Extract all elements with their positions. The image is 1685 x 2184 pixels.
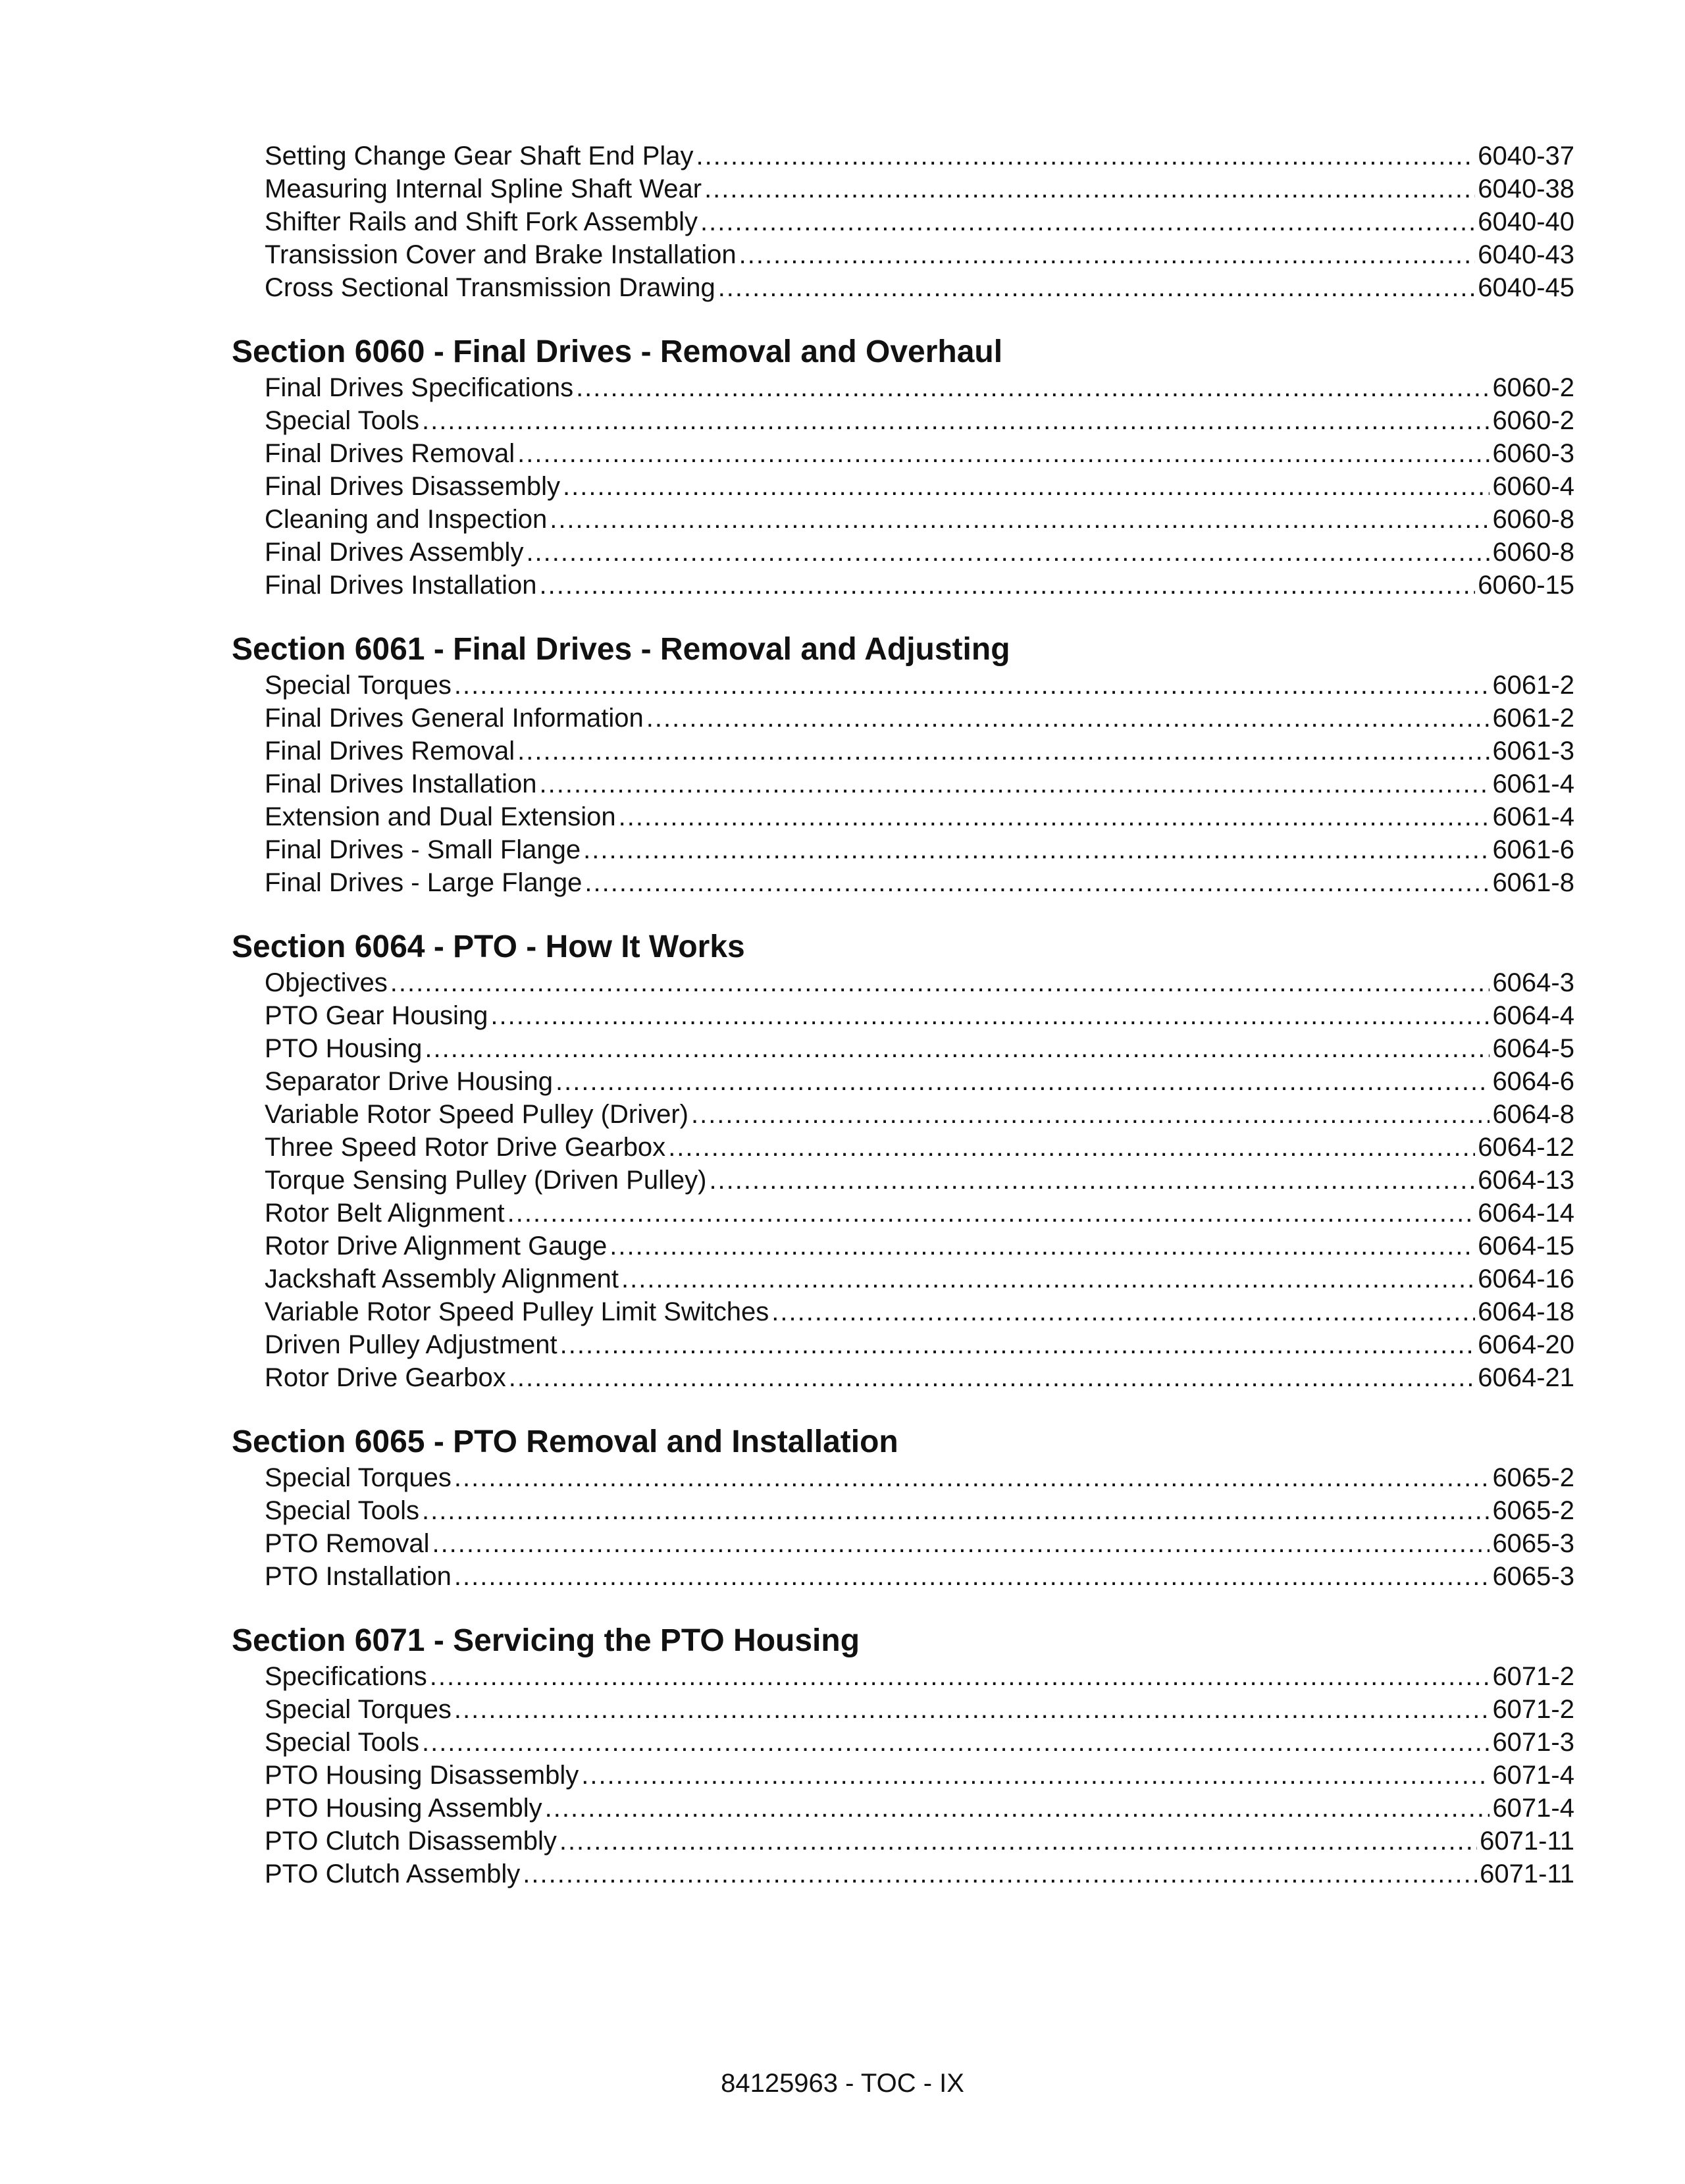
toc-entry-label: PTO Removal: [265, 1529, 430, 1558]
toc-entry-page-number: 6071-11: [1480, 1859, 1574, 1888]
toc-entry-page-number: 6060-8: [1492, 538, 1574, 567]
toc-entry-label: Rotor Belt Alignment: [265, 1199, 505, 1228]
toc-entry-label: Special Tools: [265, 1496, 419, 1525]
toc-entry-page-number: 6061-4: [1492, 802, 1574, 831]
section-heading[interactable]: Section 6060 - Final Drives - Removal and Overhaul: [232, 334, 1003, 369]
toc-entry-page-number: 6040-37: [1478, 142, 1574, 170]
section-heading[interactable]: Section 6071 - Servicing the PTO Housing: [232, 1623, 860, 1658]
dot-leader: [668, 1131, 1475, 1164]
toc-entry[interactable]: [265, 1660, 1574, 1693]
dot-leader: [621, 1262, 1475, 1295]
toc-entry-page-number: 6064-14: [1478, 1199, 1574, 1228]
toc-entry[interactable]: [265, 866, 1574, 899]
dot-leader: [454, 669, 1490, 702]
toc-entry-page-number: 6071-2: [1492, 1695, 1574, 1724]
toc-entry-page-number: 6064-4: [1492, 1001, 1574, 1030]
toc-entry-page-number: 6061-4: [1492, 769, 1574, 798]
toc-entry[interactable]: [265, 1726, 1574, 1759]
dot-leader: [432, 1527, 1490, 1560]
toc-entry-label: Final Drives - Large Flange: [265, 868, 583, 897]
toc-entry-label: Shifter Rails and Shift Fork Assembly: [265, 207, 698, 236]
toc-entry[interactable]: [265, 1295, 1574, 1328]
toc-entry-label: PTO Gear Housing: [265, 1001, 488, 1030]
toc-entry[interactable]: [265, 1693, 1574, 1726]
dot-leader: [563, 470, 1490, 503]
page-footer: 84125963 - TOC - IX: [721, 2069, 964, 2098]
toc-entry-page-number: 6040-40: [1478, 207, 1574, 236]
toc-entry-label: Cleaning and Inspection: [265, 505, 548, 534]
toc-entry-label: Final Drives Disassembly: [265, 472, 560, 501]
toc-entry[interactable]: [265, 470, 1574, 503]
toc-entry-label: Cross Sectional Transmission Drawing: [265, 273, 715, 302]
toc-entry-label: Driven Pulley Adjustment: [265, 1330, 557, 1359]
toc-entry-label: PTO Housing: [265, 1034, 423, 1063]
toc-entry[interactable]: [265, 1825, 1574, 1858]
toc-entry[interactable]: [265, 767, 1574, 800]
toc-entry[interactable]: [265, 735, 1574, 767]
toc-entry[interactable]: [265, 1858, 1574, 1890]
toc-entry[interactable]: [265, 404, 1574, 437]
dot-leader: [560, 1328, 1476, 1361]
toc-entry[interactable]: [265, 238, 1574, 271]
dot-leader: [559, 1825, 1477, 1858]
toc-entry-label: Variable Rotor Speed Pulley Limit Switches: [265, 1297, 769, 1326]
toc-entry-label: Final Drives - Small Flange: [265, 835, 581, 864]
toc-entry-label: Final Drives Assembly: [265, 538, 524, 567]
toc-entry[interactable]: [265, 1361, 1574, 1394]
leading-entries: [232, 140, 1574, 304]
toc-entry-page-number: 6064-21: [1478, 1363, 1574, 1392]
toc-entry-label: Extension and Dual Extension: [265, 802, 616, 831]
toc-entry-page-number: 6060-8: [1492, 505, 1574, 534]
toc-entry[interactable]: [265, 371, 1574, 404]
dot-leader: [509, 1361, 1475, 1394]
dot-leader: [609, 1230, 1475, 1262]
toc-entry-label: Jackshaft Assembly Alignment: [265, 1264, 619, 1293]
dot-leader: [700, 205, 1475, 238]
dot-leader: [454, 1461, 1490, 1494]
dot-leader: [619, 800, 1490, 833]
toc-entry-label: Special Torques: [265, 1463, 452, 1492]
toc-entry-page-number: 6061-3: [1492, 737, 1574, 766]
toc-entry[interactable]: [265, 503, 1574, 536]
toc-entry-label: Separator Drive Housing: [265, 1067, 553, 1096]
toc-entry-label: Final Drives Installation: [265, 769, 537, 798]
section-heading[interactable]: Section 6064 - PTO - How It Works: [232, 929, 745, 964]
toc-entry-page-number: 6064-8: [1492, 1100, 1574, 1129]
dot-leader: [454, 1560, 1490, 1593]
toc-entry-page-number: 6064-13: [1478, 1166, 1574, 1195]
dot-leader: [556, 1065, 1490, 1098]
toc-entry-label: Variable Rotor Speed Pulley (Driver): [265, 1100, 688, 1129]
dot-leader: [576, 371, 1490, 404]
toc-entry-page-number: 6064-16: [1478, 1264, 1574, 1293]
dot-leader: [454, 1693, 1490, 1726]
toc-entry-page-number: 6061-6: [1492, 835, 1574, 864]
toc-entry-label: PTO Housing Disassembly: [265, 1761, 579, 1790]
section-heading[interactable]: Section 6065 - PTO Removal and Installation: [232, 1424, 898, 1459]
toc-section: [232, 928, 1574, 1394]
toc-entry-page-number: 6071-11: [1480, 1827, 1574, 1856]
toc-entry-label: PTO Clutch Assembly: [265, 1859, 521, 1888]
toc-entry[interactable]: [265, 702, 1574, 735]
toc-entry-page-number: 6040-45: [1478, 273, 1574, 302]
dot-leader: [545, 1792, 1490, 1825]
toc-entry[interactable]: [265, 669, 1574, 702]
dot-leader: [526, 536, 1490, 569]
toc-entry[interactable]: [265, 1230, 1574, 1262]
toc-entry[interactable]: [265, 1527, 1574, 1560]
toc-entry[interactable]: [265, 966, 1574, 999]
dot-leader: [584, 866, 1490, 899]
toc-entry[interactable]: [265, 437, 1574, 470]
toc-sections: [232, 333, 1574, 1890]
toc-section: [232, 1423, 1574, 1593]
toc-entry-page-number: 6071-4: [1492, 1794, 1574, 1823]
toc-entry-label: Torque Sensing Pulley (Driven Pulley): [265, 1166, 707, 1195]
toc-entry-page-number: 6071-2: [1492, 1662, 1574, 1691]
toc-entry-label: PTO Housing Assembly: [265, 1794, 542, 1823]
toc-entry-label: Special Tools: [265, 1728, 419, 1757]
toc-entry-page-number: 6064-18: [1478, 1297, 1574, 1326]
toc-entry-page-number: 6071-4: [1492, 1761, 1574, 1790]
toc-entry[interactable]: [265, 205, 1574, 238]
section-heading[interactable]: Section 6061 - Final Drives - Removal and Adjusting: [232, 632, 1010, 667]
toc-entry-label: Final Drives Specifications: [265, 373, 574, 402]
toc-entry-page-number: 6064-5: [1492, 1034, 1574, 1063]
dot-leader: [517, 735, 1490, 767]
toc-entry[interactable]: [265, 569, 1574, 602]
toc-entry-page-number: 6064-20: [1478, 1330, 1574, 1359]
dot-leader: [709, 1164, 1475, 1197]
dot-leader: [540, 767, 1490, 800]
dot-leader: [771, 1295, 1475, 1328]
toc-entry-page-number: 6064-12: [1478, 1133, 1574, 1162]
toc-entry-page-number: 6060-3: [1492, 439, 1574, 468]
toc-entry[interactable]: [265, 833, 1574, 866]
dot-leader: [425, 1032, 1490, 1065]
toc-section: [232, 1622, 1574, 1890]
toc-entry-label: Specifications: [265, 1662, 427, 1691]
toc-entry-label: Special Torques: [265, 671, 452, 700]
dot-leader: [718, 271, 1476, 304]
toc-entry-label: Objectives: [265, 968, 388, 997]
dot-leader: [422, 404, 1490, 437]
toc-entry-label: PTO Installation: [265, 1562, 452, 1591]
toc-entry-label: Final Drives General Information: [265, 704, 644, 733]
toc-entry[interactable]: [265, 1065, 1574, 1098]
dot-leader: [490, 999, 1490, 1032]
toc-entry-label: Final Drives Installation: [265, 571, 537, 600]
toc-entry[interactable]: [265, 1461, 1574, 1494]
toc-entry-page-number: 6065-2: [1492, 1496, 1574, 1525]
toc-entry-label: Rotor Drive Gearbox: [265, 1363, 506, 1392]
dot-leader: [646, 702, 1490, 735]
dot-leader: [390, 966, 1490, 999]
toc-entry-page-number: 6060-15: [1478, 571, 1574, 600]
toc-entry[interactable]: [265, 271, 1574, 304]
toc-entry-page-number: 6040-43: [1478, 240, 1574, 269]
dot-leader: [507, 1197, 1476, 1230]
toc-entry[interactable]: [265, 1032, 1574, 1065]
toc-entry-page-number: 6060-2: [1492, 406, 1574, 435]
toc-entry-page-number: 6061-2: [1492, 671, 1574, 700]
toc-entry-page-number: 6064-6: [1492, 1067, 1574, 1096]
toc-entry-label: Special Torques: [265, 1695, 452, 1724]
dot-leader: [691, 1098, 1490, 1131]
dot-leader: [550, 503, 1490, 536]
toc-entry[interactable]: [265, 1197, 1574, 1230]
toc-entry-label: Measuring Internal Spline Shaft Wear: [265, 174, 702, 203]
toc-entry-page-number: 6060-2: [1492, 373, 1574, 402]
toc-entry[interactable]: [265, 999, 1574, 1032]
toc-entry[interactable]: [265, 1494, 1574, 1527]
toc-entry-label: PTO Clutch Disassembly: [265, 1827, 557, 1856]
toc-entry-page-number: 6040-38: [1478, 174, 1574, 203]
dot-leader: [583, 833, 1490, 866]
toc-entry[interactable]: [265, 536, 1574, 569]
toc-entry-label: Three Speed Rotor Drive Gearbox: [265, 1133, 666, 1162]
toc-entry-page-number: 6065-3: [1492, 1529, 1574, 1558]
toc-entry[interactable]: [265, 1328, 1574, 1361]
toc-entry-label: Rotor Drive Alignment Gauge: [265, 1232, 608, 1261]
toc-section: [232, 631, 1574, 899]
toc-entry-page-number: 6060-4: [1492, 472, 1574, 501]
toc-entry-page-number: 6065-3: [1492, 1562, 1574, 1591]
toc-entry[interactable]: [265, 1098, 1574, 1131]
toc-entry-label: Setting Change Gear Shaft End Play: [265, 142, 694, 170]
dot-leader: [523, 1858, 1477, 1890]
dot-leader: [696, 140, 1476, 172]
toc-entry[interactable]: [265, 1164, 1574, 1197]
toc-entry[interactable]: [265, 800, 1574, 833]
toc-entry[interactable]: [265, 172, 1574, 205]
dot-leader: [422, 1494, 1490, 1527]
dot-leader: [430, 1660, 1490, 1693]
toc-entry-label: Transission Cover and Brake Installation: [265, 240, 737, 269]
toc-entry[interactable]: [265, 1759, 1574, 1792]
toc-entry-page-number: 6064-15: [1478, 1232, 1574, 1261]
dot-leader: [422, 1726, 1490, 1759]
toc-entry-page-number: 6065-2: [1492, 1463, 1574, 1492]
toc-entry-label: Special Tools: [265, 406, 419, 435]
dot-leader: [581, 1759, 1490, 1792]
table-of-contents: [232, 140, 1574, 1890]
toc-entry-label: Final Drives Removal: [265, 737, 515, 766]
toc-entry-label: Final Drives Removal: [265, 439, 515, 468]
toc-entry-page-number: 6071-3: [1492, 1728, 1574, 1757]
dot-leader: [739, 238, 1476, 271]
toc-entry-page-number: 6061-2: [1492, 704, 1574, 733]
toc-entry[interactable]: [265, 1792, 1574, 1825]
toc-entry[interactable]: [265, 1560, 1574, 1593]
toc-entry-page-number: 6061-8: [1492, 868, 1574, 897]
dot-leader: [704, 172, 1475, 205]
toc-entry[interactable]: [265, 140, 1574, 172]
toc-entry[interactable]: [265, 1262, 1574, 1295]
toc-entry[interactable]: [265, 1131, 1574, 1164]
dot-leader: [540, 569, 1476, 602]
dot-leader: [517, 437, 1490, 470]
toc-section: [232, 333, 1574, 602]
toc-entry-page-number: 6064-3: [1492, 968, 1574, 997]
